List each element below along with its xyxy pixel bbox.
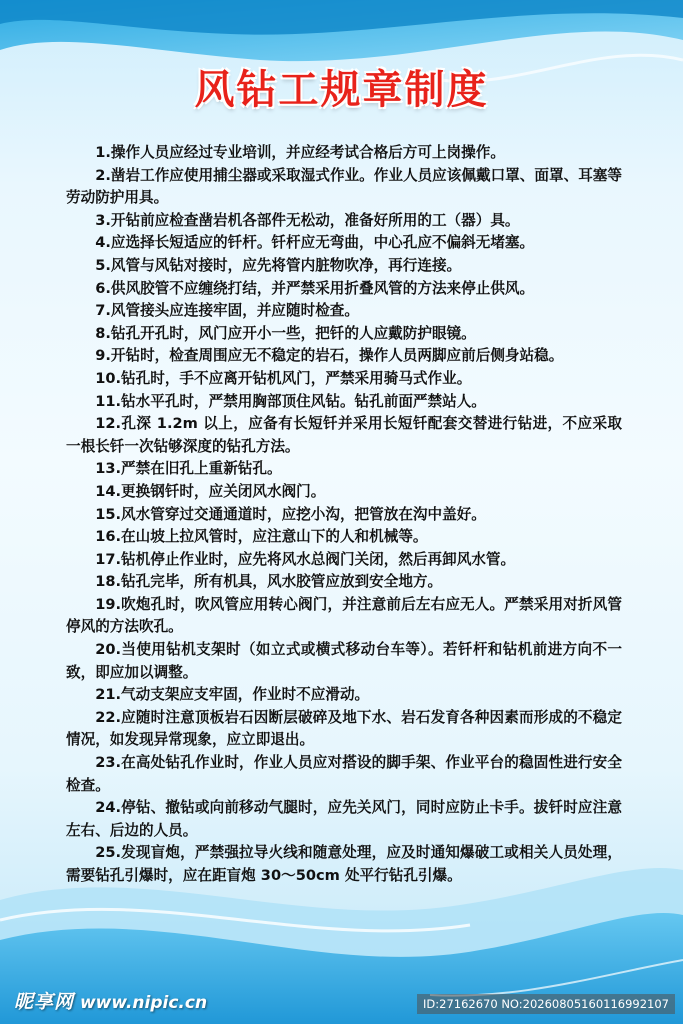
rule-item: 17.钻机停止作业时，应先将风水总阀门关闭，然后再卸风水管。 [95, 550, 516, 568]
rule-item: 1.操作人员应经过专业培训，并应经考试合格后方可上岗操作。 [95, 144, 505, 161]
rule-item: 3.开钻前应检查凿岩机各部件无松动，准备好所用的工（器）具。 [95, 211, 520, 229]
rule-item: 6.供风胶管不应缠绕打结，并严禁采用折叠风管的方法来停止供风。 [95, 279, 535, 297]
rule-item: 18.钻孔完毕，所有机具，风水胶管应放到安全地方。 [95, 573, 443, 591]
rule-item: 2.凿岩工作应使用捕尘器或采取湿式作业。作业人员应该佩戴口罩、面罩、耳塞等劳动防护用具。 [66, 166, 622, 207]
rule-item: 15.风水管穿过交通通道时，应挖小沟，把管放在沟中盖好。 [95, 505, 486, 523]
rule-item: 7.风管接头应连接牢固，并应随时检查。 [95, 302, 359, 320]
rules-list [66, 142, 622, 888]
rule-item: 24.停钻、撤钻或向前移动气腿时，应先关风门，同时应防止卡手。拔钎时应注意左右、后边的人员。 [66, 799, 622, 839]
rule-item: 8.钻孔开孔时，风门应开小一些，把钎的人应戴防护眼镜。 [95, 324, 476, 342]
rule-item: 19.吹炮孔时，吹风管应用转心阀门，并注意前后左右应无人。严禁采用对折风管停风的方法吹孔。 [66, 595, 622, 636]
rule-item: 21.气动支架应支牢固，作业时不应滑动。 [95, 686, 370, 704]
watermark-logo [14, 987, 207, 1014]
rule-item: 23.在高处钻孔作业时，作业人员应对搭设的脚手架、作业平台的稳固性进行安全检查。 [66, 754, 622, 794]
page-title: 风钻工规章制度 [194, 67, 489, 113]
rule-item: 4.应选择长短适应的钎杆。钎杆应无弯曲，中心孔应不偏斜无堵塞。 [95, 234, 535, 252]
rule-item: 11.钻水平孔时，严禁用胸部顶住风钻。钻孔前面严禁站人。 [95, 392, 486, 410]
rule-item: 10.钻孔时，手不应离开钻机风门，严禁采用骑马式作业。 [95, 369, 472, 387]
rule-item: 20.当使用钻机支架时（如立式或横式移动台车等）。若钎杆和钻机前进方向不一致，即应加以调整。 [66, 641, 622, 681]
rule-item: 12.孔深 1.2m 以上，应备有长短钎并采用长短钎配套交替进行钻进，不应采取一根长钎一次钻够深度的钻孔方法。 [66, 415, 622, 455]
rule-item: 13.严禁在旧孔上重新钻孔。 [95, 460, 282, 478]
rule-item: 25.发现盲炮，严禁强拉导火线和随意处理，应及时通知爆破工或相关人员处理，需要钻孔引爆时，应在距盲炮 30～50cm 处平行钻孔引爆。 [66, 844, 622, 884]
rule-item: 22.应随时注意顶板岩石因断层破碎及地下水、岩石发育各种因素而形成的不稳定情况，如发现异常现象，应立即退出。 [66, 708, 622, 749]
rule-item: 5.风管与风钻对接时，应先将管内脏物吹净，再行连接。 [95, 256, 462, 274]
watermark-site: www.nipic.cn [79, 993, 208, 1013]
rule-item: 16.在山坡上拉风管时，应注意山下的人和机械等。 [95, 528, 428, 546]
rule-item: 14.更换钢钎时，应关闭风水阀门。 [95, 482, 326, 500]
watermark-brand: 昵享网 [14, 991, 75, 1013]
rule-item: 9.开钻时，检查周围应无不稳定的岩石，操作人员两脚应前后侧身站稳。 [95, 347, 564, 365]
image-id-label: ID:27162670 NO:20260805160116992107 [417, 994, 675, 1014]
